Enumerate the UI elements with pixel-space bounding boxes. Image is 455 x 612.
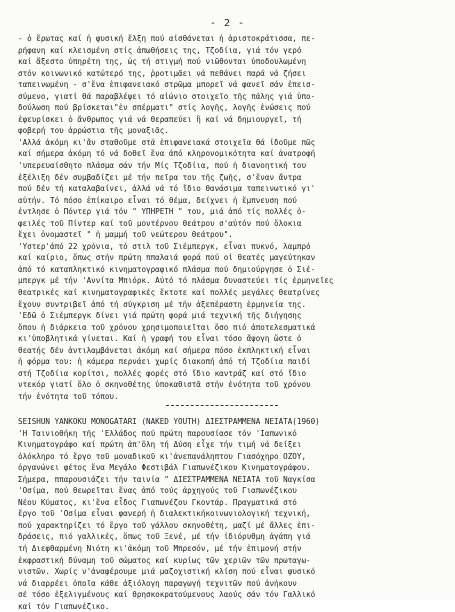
text-line: ταπεινωμένη - σ'ἕνα ἐπιφανειακό στρῶμα μπορεῖ νά φανεῖ σάν ἐπεισ- [18,80,316,90]
text-line: στόν κοινωνικό κατώτερό της, ῥροτιμᾶει νά πεθάνει παρά νά ζήσει [18,68,307,78]
text-line: 'Εδῶ ὁ Σιέμπεργκ δίνει γιά πρώτη φορά μιά τεχνική τῆς διήγησης [18,311,302,321]
paragraph-4 [18,428,443,612]
text-line: ἐφευρίσκει ὁ ἄνθρωπος γιά νά θεραπεύει ἢ καί νά δημιουργεῖ, τή [18,114,302,124]
text-line: σέ τόσο ἐξελιγμένους καί θρησκοκρατούμενους λαούς σάν τόν Γαλλικό [18,590,316,600]
text-line: στή Τζοδίια κορίτσι, πολλές φορές στό ἴδιο καντράζ καί στό ἴδιο [18,368,307,378]
text-line: δράσεις, πιό γαλλικές, ὅπως τοῦ Ξενέ, μέ τήν ἰδιόρυθμη ἀγάπη γιά [18,532,311,542]
text-line: νιστῶν. Χωρίς ν'ἀναφέρουμε μιά μαζοχιστική κλίση πού εἶναι φυσικό [18,567,316,577]
text-line: φειλές τοῦ Πίντερ καί τοῦ μοντέρνου θεάτρου σ'αὐτόν πού ὅλοκια [18,218,302,228]
section-divider [166,405,278,406]
text-line: θεατής δέν ἀντιλαμβάνεται ἀκόμη καί σήμερα πόσο ἐκπληκτική εἶναι [18,345,311,355]
paragraph-3 [18,241,443,403]
article-text-bottom [18,416,443,612]
text-line: νά διαρρέει ὁποῖα κάθε ἀξιόλογη παραγωγή τεχνιτῶν πού ἀνήκουν [18,578,297,588]
text-line: 'υπερευαίσθητο πλάσμα σάν τήν Μίς Τζοδίια, πού ἡ διανοητική του [18,161,307,171]
text-line: καί τόν Γιαπωνέζικο. [18,601,110,611]
text-line: Σήμερα, ππαρουσιάζει τήν ταινία " ΔΙΕΣΤΡΑΜΜΕΝΑ ΝΕΙΑΤΑ τοῦ Ναγκίσα [18,474,316,484]
text-line: καί ἄξεστο ὑπηρέτη της, ὡς τή στιγμή πού νιῶθονται ὑποδουλωμένη [18,57,307,67]
text-line: ὅπου ἡ διάρκεια τοῦ χρόνου χρησιμοποιεῖται ὅσο πιό ἀποτελεσματικά [18,322,316,332]
text-line: αὐτήν. Τό πόσο ἐπίκαιρο εἶναι τό θέμα, δείχνει ἡ ἔμπνευση πού [18,195,297,205]
section-heading: SEISHUN YANKOKU MONOGATARI (NAKED YOUTH) ΔΙΕΣΤΡΑΜΜΕΝΑ ΝΕΙΑΤΑ(1960) [18,417,320,426]
text-line: καί σήμερα ἀκόμη τό νά δοθεῖ ἕνα ἀπό κληρονομικότητα καί ἀνατροφή [18,149,316,159]
text-line: Κινηματογράφο καί πρώτη ἀπ'ὅλη τή Δύση εἶχε τήν τιμή νά δείξει [18,440,302,450]
text-line: ἔχουν συντριβεῖ ἀπό τή σύγκριση μέ τήν ἀξεπέραστη ἑρμηνεία της. [18,299,307,309]
text-line: Νέου Κύματος, κι'ἕνα εἶδος Γιαπωνέζου Γκοντάρ. Πραγματικά στό [18,497,297,507]
text-line: πού δέν τή καταλαβαίνει, ἀλλά νά τό ἴδιο θανάσιμα ταπεινωτικό γι' [18,184,316,194]
text-line: ὁλόκληρο τό ἔργο τοῦ μοναδικοῦ κι'ἀνεπανάληπτου Γιασόχηρο ΟΖΟΥ, [18,451,307,461]
text-line: καί καίριο, ὅπως στήν πρώτη ππαλαιά φορά πού οἱ θεατές μαγεύτηκαν [18,253,316,263]
text-line: θεατρικές καί κινηματογραφικές ἔκτοτε καί πολλές μεγάλες θεατρίνες [18,288,320,298]
text-line: ντεκόρ γιατί ὅλο ὁ σκηνοθέτης ὑποκαθιστᾶ στήν ἑνότητα τοῦ χρόνου [18,380,311,390]
text-line: κι'ὑποβλητικά γίνεται. Καί ἡ γραφή του εἶναι τόσο ἄψογη ὥστε ὁ [18,334,302,344]
text-line: ἡ φόρμα του: ἡ κάμερα περνάει χωρίς διακοπή ἀπό τή Τζοδίια παιδί [18,357,311,367]
text-line: 'Υστερ'ἀπό 22 χρόνια, τό στιλ τοῦ Σιέμπεργκ, εἶναι πυκνό, λαμπρό [18,241,311,251]
text-line: ἐξέλιξη δέν συμβαδίζει μέ τήν πεῖρα του τῆς ζωῆς, σ'ἕναν ἄντρα [18,172,302,182]
text-line: δούλωση πού βρίσκεται"ἐν σπέρματι" στίς λογῆς, λογῆς ἑνώσεις πού [18,103,311,113]
text-line: τήν ἑνότητα τοῦ τόπου. [18,391,119,401]
text-line: - ὁ ἔρωτας καί ἡ φυσική ἕλξη πού αἰσθάνεται ἡ ἀριστοκράτισσα, πε- [18,34,316,43]
paragraph-2 [18,137,443,241]
text-line: 'Οσίμα, πού θεωρεῖται ἕνας ἀπό τούς ἀρχηγούς τοῦ Γιαπωνέζικου [18,486,297,496]
page-number: - 2 - [209,18,246,29]
text-line: ἔχει ὀνομαστεῖ " ἡ μαμμή τοῦ νεώτερου θεάτρου". [18,230,233,240]
text-line: ἐκφραστική δύναμη τοῦ σώματος καί κυρίως τῶν χεριῶν τῶν πρωταγω- [18,555,311,565]
text-line: πού χαρακτηρίζει τό ἔργο τοῦ γάλλου σκηνοθέτη, μαζί μέ ἄλλες ἐπι- [18,520,316,530]
text-line: ἔργο τοῦ 'Οσίμα εἶναι φανερή ἡ διαλεκτικήκοινωνιολογική τεχνική, [18,509,311,519]
text-line: σύμενο, γιατί θά παραβλέψει τό αἰώνιο στοιχεῖο τῆς πάλης γιά ὑπο- [18,91,316,101]
text-line: ἐντλησε ὁ Πόντερ γιά τόν " ΥΠΗΡΕΤΗ " του, μιά ἀπό τίς πολλές ὀ- [18,207,307,217]
text-line: μπεργκ μέ τήν 'Αννίτα Μπιόρκ. Αὐτό τό πλάσμα δυναστεύει τίς ἑρμηνεῖες [18,276,334,286]
text-line: 'Αλλά ἀκόμη κι'ἄν σταθοῦμε στά ἐπιφανειακά στοιχεῖα θά ἰδοῦμε πῶς [18,137,316,147]
text-line: ἀπό τό καταπληκτικό κινηματογραφικό πλάσμα πού δημιούργησε ὁ Σιέ- [18,264,316,274]
text-line: ρήφανη καί κλεισμένη στίς ἀπωθήσεις της, Τζοδίια, γιά τόν γερό [18,45,302,55]
text-line: φοβερή του ἀρρώστια τῆς μοναξιᾶς. [18,126,169,136]
text-line: τή Διεφθαρμένη Νιότη κι'ἀκόμη τοῦ Μπρεσόν, μέ τήν ἐπιμονή στήν [18,544,302,554]
text-line: 'Η Ταινιοθήκη τῆς 'Ελλάδος πού πρώτη παρουσίασε τόν 'Ιαπωνικό [18,428,297,438]
paragraph-1 [18,33,443,137]
article-text-top [18,33,443,403]
text-line: ὀργανώνει φέτος ἕνα Μεγάλο Φεστιβάλ Γιαπωνέζικου Κινηματογράφου. [18,463,311,473]
